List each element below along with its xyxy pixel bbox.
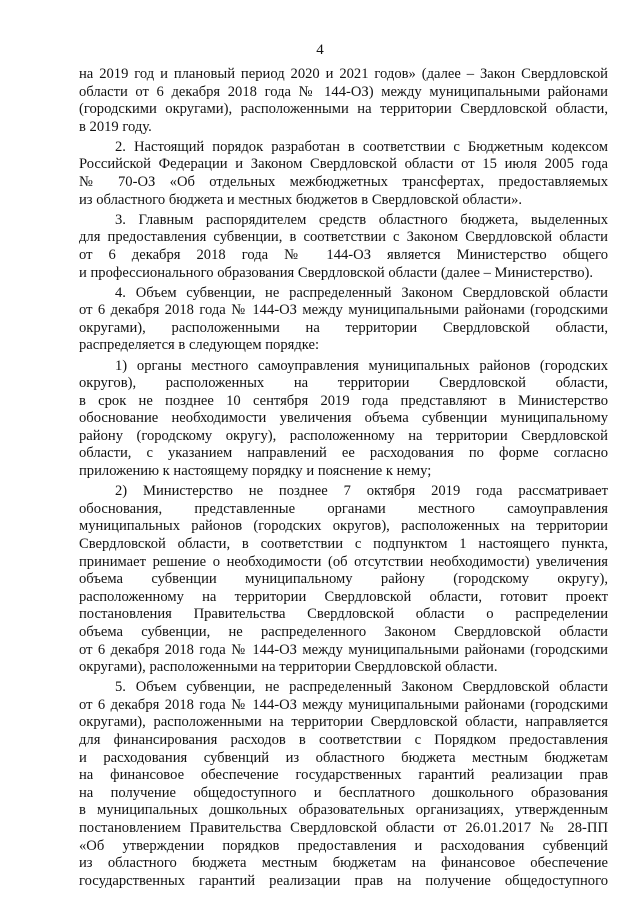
text-line: 4. Объем субвенции, не распределенный Законом Свердловской области <box>115 284 608 301</box>
paragraph-continuation <box>79 66 608 136</box>
text-line: округов), расположенных на территории Свердловской области, <box>79 375 608 392</box>
text-line: распределяется в следующем порядке: <box>79 337 320 354</box>
text-line: округами), расположенными на территории Свердловской области. <box>79 659 498 676</box>
text-line: Российской Федерации и Законом Свердловской области от 15 июля 2005 года <box>79 156 608 173</box>
text-line: 3. Главным распорядителем средств областного бюджета, выделенных <box>115 211 608 228</box>
text-line: 2) Министерство не позднее 7 октября 2019 года рассматривает <box>115 483 608 500</box>
text-line: расположенному на территории Свердловской области, готовит проект <box>79 588 608 605</box>
text-line: государственных гарантий реализации прав на получение общедоступного <box>79 872 608 889</box>
text-line: в срок не позднее 10 сентября 2019 года представляют в Министерство <box>79 392 608 409</box>
text-line: из областного бюджета местным бюджетам на финансовое обеспечение <box>79 855 608 872</box>
text-line: области от 6 декабря 2018 года № 144-ОЗ) между муниципальными районами <box>79 83 608 100</box>
text-line: и расходования субвенций из областного бюджета местным бюджетам <box>79 749 608 766</box>
text-line: от 6 декабря 2018 года № 144-ОЗ между муниципальными районами (городскими <box>79 641 608 658</box>
text-line: № 70-ОЗ «Об отдельных межбюджетных трансфертах, предоставляемых <box>79 174 608 191</box>
text-line: принимает решение о необходимости (об отсутствии необходимости) увеличения <box>79 553 608 570</box>
text-line: обоснование необходимости увеличения объема субвенции муниципальному <box>79 410 608 427</box>
text-line: 1) органы местного самоуправления муниципальных районов (городских <box>115 357 608 374</box>
paragraph-item-5 <box>79 679 608 890</box>
text-line: муниципальных районов (городских округов), расположенных на территории <box>79 518 608 535</box>
text-line: Свердловской области, в соответствии с подпунктом 1 настоящего пункта, <box>79 535 608 552</box>
text-line: от 6 декабря 2018 года № 144-ОЗ между муниципальными районами (городскими <box>79 696 608 713</box>
text-line: приложению к настоящему порядку и пояснение к нему; <box>79 463 432 480</box>
text-line: «Об утверждении порядков предоставления и расходования субвенций <box>79 837 608 854</box>
text-line: на финансовое обеспечение государственных гарантий реализации прав <box>79 767 608 784</box>
text-line: для предоставления субвенции, в соответствии с Законом Свердловской области <box>79 229 608 246</box>
text-line: постановлением Правительства Свердловской области от 26.01.2017 № 28-ПП <box>79 819 608 836</box>
text-line: (городскими округами), расположенными на территории Свердловской области, <box>79 101 608 118</box>
text-line: на 2019 год и плановый период 2020 и 2021 годов» (далее – Закон Свердловской <box>79 66 608 82</box>
text-line: для финансирования расходов в соответствии с Порядком предоставления <box>79 731 608 748</box>
document-body <box>79 66 608 893</box>
text-line: от 6 декабря 2018 года № 144-ОЗ между муниципальными районами (городскими <box>79 302 608 319</box>
text-line: району (городскому округу), расположенному на территории Свердловской <box>79 427 608 444</box>
text-line: от 6 декабря 2018 года № 144-ОЗ является Министерство общего <box>79 246 608 263</box>
paragraph-subitem-1 <box>79 358 608 481</box>
text-line: из областного бюджета и местных бюджетов в Свердловской области». <box>79 191 523 208</box>
text-line: 2. Настоящий порядок разработан в соответствии с Бюджетным кодексом <box>115 138 608 155</box>
text-line: обоснования, представленные органами местного самоуправления <box>79 500 608 517</box>
text-line: округами), расположенными на территории Свердловской области, направляется <box>79 714 608 731</box>
paragraph-item-4 <box>79 285 608 355</box>
text-line: и профессионального образования Свердловской области (далее – Министерство). <box>79 264 594 281</box>
text-line: в 2019 году. <box>79 118 152 135</box>
paragraph-item-3 <box>79 212 608 282</box>
text-line: в муниципальных дошкольных образовательных организациях, утвержденным <box>79 802 608 819</box>
text-line: области, с указанием направлений ее расходования по форме согласно <box>79 445 608 462</box>
text-line: объема субвенции, не распределенного Законом Свердловской области <box>79 623 608 640</box>
paragraph-subitem-2 <box>79 483 608 677</box>
paragraph-item-2 <box>79 139 608 209</box>
text-line: округами), расположенными на территории Свердловской области, <box>79 319 608 336</box>
text-line: объема субвенции муниципальному району (городскому округу), <box>79 571 608 588</box>
text-line: на получение общедоступного и бесплатного дошкольного образования <box>79 784 608 801</box>
page-number: 4 <box>316 42 324 58</box>
text-line: постановления Правительства Свердловской области о распределении <box>79 606 608 623</box>
text-line: 5. Объем субвенции, не распределенный Законом Свердловской области <box>115 679 608 696</box>
